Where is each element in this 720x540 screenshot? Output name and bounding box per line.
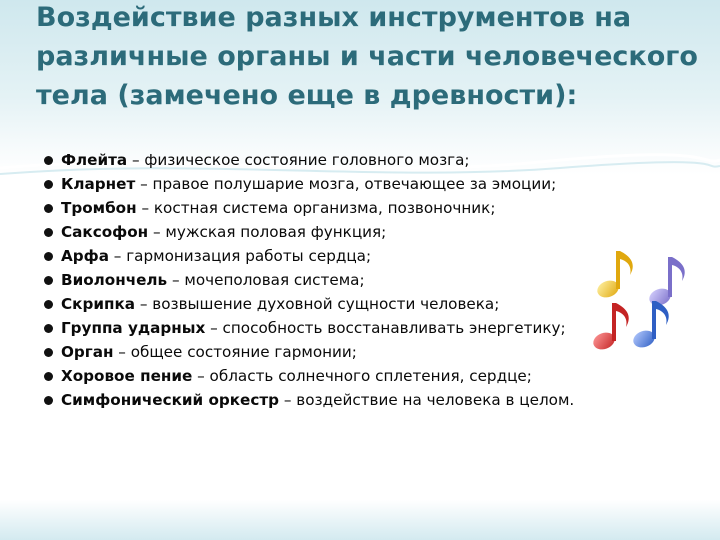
list-item [34,364,694,388]
red-note-icon [591,303,629,352]
bullet [44,396,53,405]
item-term: Скрипка [61,295,136,313]
list-item [34,172,694,196]
item-desc: – способность восстанавливать энергетику; [205,319,566,337]
item-desc: – гармонизация работы сердца; [108,247,372,265]
bullet [44,180,53,189]
bullet [44,324,53,333]
item-desc: – воздействие на человека в целом. [279,391,575,409]
item-term: Группа ударных [61,319,206,337]
item-desc: – возвышение духовной сущности человека; [135,295,500,313]
list-item [34,388,694,412]
blue-note-icon [631,301,669,350]
item-desc: – правое полушарие мозга, отвечающее за эмоции; [135,175,557,193]
list-item [34,220,694,244]
bullet [44,228,53,237]
item-term: Виолончель [61,271,168,289]
item-term: Флейта [61,151,128,169]
bullet [44,276,53,285]
yellow-note-icon [595,251,633,300]
item-desc: – мочеполовая система; [167,271,365,289]
bullet [44,348,53,357]
bullet [44,372,53,381]
slide-title: Воздействие разных инструментов на различные органы и части человеческого тела (замечено еще в древности): [36,2,698,111]
music-notes-icon [588,243,696,355]
list-item [34,196,694,220]
bullet [44,204,53,213]
item-desc: – область солнечного сплетения, сердце; [192,367,532,385]
item-term: Орган [61,343,114,361]
item-desc: – костная система организма, позвоночник; [136,199,496,217]
item-desc: – общее состояние гармонии; [113,343,357,361]
item-term: Арфа [61,247,109,265]
purple-note-icon [647,257,685,308]
footer-background [0,500,720,540]
list-item [34,148,694,172]
item-term: Кларнет [61,175,136,193]
item-term: Симфонический оркестр [61,391,280,409]
item-term: Хоровое пение [61,367,193,385]
item-term: Тромбон [61,199,137,217]
item-term: Саксофон [61,223,149,241]
bullet [44,300,53,309]
item-desc: – физическое состояние головного мозга; [127,151,470,169]
bullet [44,156,53,165]
bullet [44,252,53,261]
item-desc: – мужская половая функция; [148,223,387,241]
